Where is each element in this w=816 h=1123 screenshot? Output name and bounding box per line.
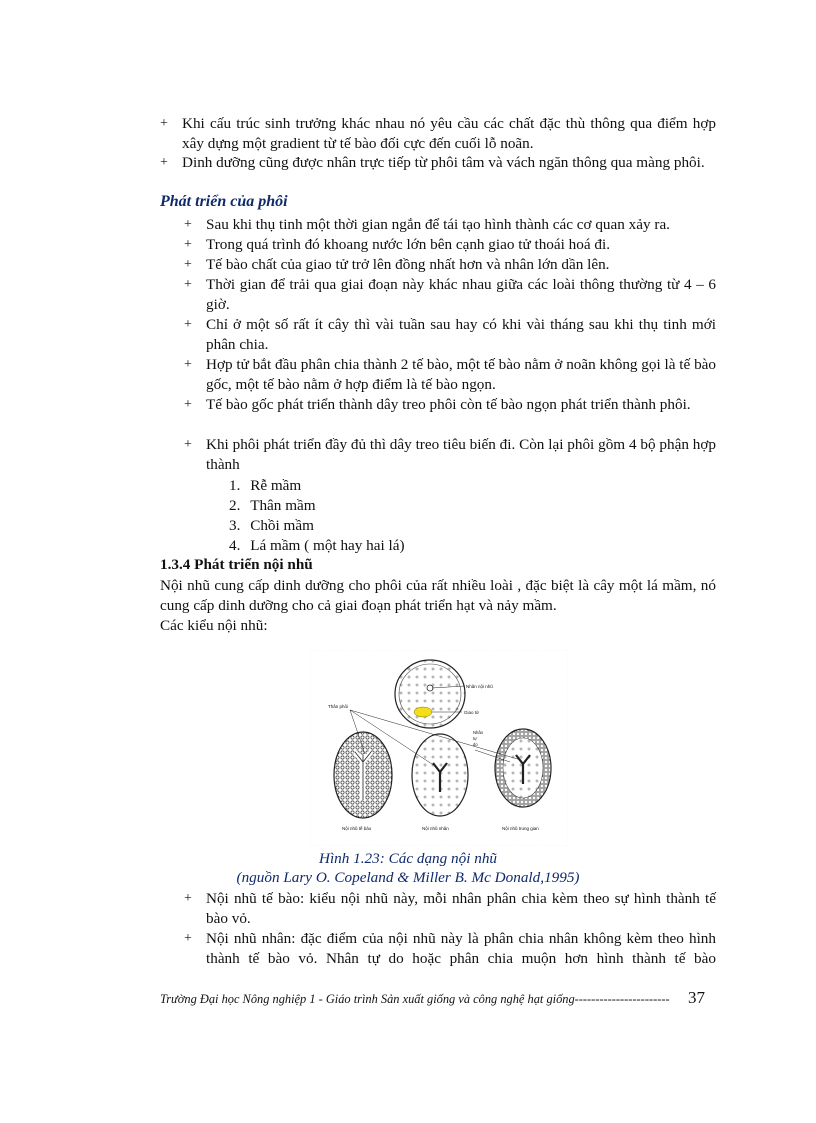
- label-free-nuclei-3: do: [473, 742, 478, 747]
- list-item: [184, 315, 716, 355]
- intermediate-endosperm-diagram: [495, 729, 551, 807]
- list-item: [184, 435, 716, 475]
- bullet-mark: +: [184, 277, 192, 292]
- label-gamete: Giao tử: [464, 710, 480, 715]
- label-intermediate: Nội nhũ trung gian: [502, 826, 539, 831]
- nuclear-endosperm-diagram: [412, 734, 468, 816]
- list-item: [184, 255, 716, 275]
- item-text: Chồi mầm: [250, 517, 314, 534]
- numbered-item: [229, 536, 405, 556]
- label-free-nuclei-1: Nhân: [473, 730, 484, 735]
- types-intro: Các kiểu nội nhũ:: [160, 617, 268, 634]
- bullet-mark: +: [184, 357, 192, 372]
- bullet-mark: +: [160, 155, 168, 170]
- item-number: 4.: [229, 537, 241, 554]
- list-item: [184, 235, 716, 255]
- bullet-mark: +: [184, 931, 192, 946]
- figure-caption-title: Hình 1.23: Các dạng nội nhũ: [318, 850, 498, 867]
- numbered-item: [229, 516, 314, 536]
- list-item: [184, 395, 716, 435]
- bullet-mark: +: [184, 397, 192, 412]
- list-item: [184, 889, 716, 929]
- endosperm-figure: [310, 650, 568, 846]
- page-footer-text: Trường Đại học Nông nghiệp 1 - Giáo trình Sản xuất giống và công nghệ hạt giống-----------------------: [160, 992, 670, 1006]
- bullet-text: Khi cấu trúc sinh trưởng khác nhau nó yêu cầu các chất đặc thù thông qua điểm hợp xây dựng một gradient từ tế bào đối cực đến cuối lỗ noãn.: [182, 115, 716, 152]
- numbered-item: [229, 476, 301, 496]
- bullet-text: Tế bào chất của giao tử trở lên đồng nhất hơn và nhân lớn dần lên.: [206, 256, 610, 273]
- item-number: 3.: [229, 517, 241, 534]
- bullet-text: Thời gian để trải qua giai đoạn này khác nhau giữa các loài thông thường từ 4 – 6 giờ.: [206, 276, 716, 313]
- label-embryo: Thân phôi: [328, 704, 349, 709]
- bullet-text: Khi phôi phát triển đầy đủ thì dây treo tiêu biến đi. Còn lại phôi gồm 4 bộ phận hợp thành: [206, 436, 716, 473]
- bullet-text: Sau khi thụ tinh một thời gian ngắn để tái tạo hình thành các cơ quan xảy ra.: [206, 216, 670, 233]
- gamete-highlight: [414, 707, 432, 717]
- bullet-mark: +: [184, 217, 192, 232]
- bullet-text: Trong quá trình đó khoang nước lớn bên cạnh giao tử thoái hoá đi.: [206, 236, 610, 253]
- item-number: 2.: [229, 497, 241, 514]
- embryo-heading: Phát triển của phôi: [160, 193, 288, 210]
- list-item: [184, 215, 716, 235]
- bullet-text: Hợp tử bắt đầu phân chia thành 2 tế bào, một tế bào nằm ở noãn không gọi là tế bào gốc, một tế bào nằm ở hợp điểm là tế bào ngọn.: [206, 356, 716, 393]
- cellular-endosperm-diagram: [334, 732, 392, 818]
- bullet-mark: +: [184, 437, 192, 452]
- label-free-nuclei-2: tự: [473, 736, 477, 741]
- bullet-mark: +: [160, 116, 168, 131]
- page-number: 37: [688, 988, 705, 1007]
- label-nuclear: Nội nhũ nhân: [422, 826, 449, 831]
- ovule-diagram: [395, 660, 465, 728]
- bullet-text: Chỉ ở một số rất ít cây thì vài tuần sau hay có khi vài tháng sau khi thụ tinh mới phân chia.: [206, 316, 716, 353]
- bullet-mark: +: [184, 317, 192, 332]
- section-heading: 1.3.4 Phát triển nội nhũ: [160, 556, 313, 573]
- section-paragraph: Nội nhũ cung cấp dinh dưỡng cho phôi của rất nhiều loài , đặc biệt là cây một lá mầm, nó cung cấp dinh dưỡng cho cả giai đoạn phát triển hạt và nảy mầm.: [160, 577, 716, 614]
- numbered-item: [229, 496, 316, 516]
- item-text: Rễ mầm: [250, 477, 302, 494]
- label-nucleus: Nhân nội nhũ: [466, 684, 493, 689]
- figure-caption-source: (nguồn Lary O. Copeland & Miller B. Mc Donald,1995): [236, 869, 580, 886]
- list-item: [184, 275, 716, 315]
- label-cellular: Nội nhũ tế bào: [342, 826, 372, 831]
- item-text: Lá mầm ( một hay hai lá): [250, 537, 405, 554]
- bullet-text: Tế bào gốc phát triển thành dây treo phôi còn tế bào ngọn phát triển thành phôi.: [206, 396, 691, 413]
- list-item: [160, 153, 716, 193]
- bullet-text: Nội nhũ nhân: đặc điểm của nội nhũ này là phân chia nhân không kèm theo hình thành tế bào vỏ. Nhân tự do hoặc phân chia muộn hơn hình thành tế bào: [206, 930, 716, 967]
- bullet-mark: +: [184, 237, 192, 252]
- list-item: [160, 114, 716, 154]
- item-number: 1.: [229, 477, 241, 494]
- list-item: [184, 929, 716, 969]
- item-text: Thân mầm: [250, 497, 316, 514]
- bullet-mark: +: [184, 257, 192, 272]
- bullet-mark: +: [184, 891, 192, 906]
- bullet-text: Nội nhũ tế bào: kiểu nội nhũ này, mỗi nhân phân chia kèm theo sự hình thành tế bào vỏ.: [206, 890, 716, 927]
- bullet-text: Dinh dưỡng cũng được nhân trực tiếp từ phôi tâm và vách ngăn thông qua màng phôi.: [182, 154, 705, 171]
- list-item: [184, 355, 716, 395]
